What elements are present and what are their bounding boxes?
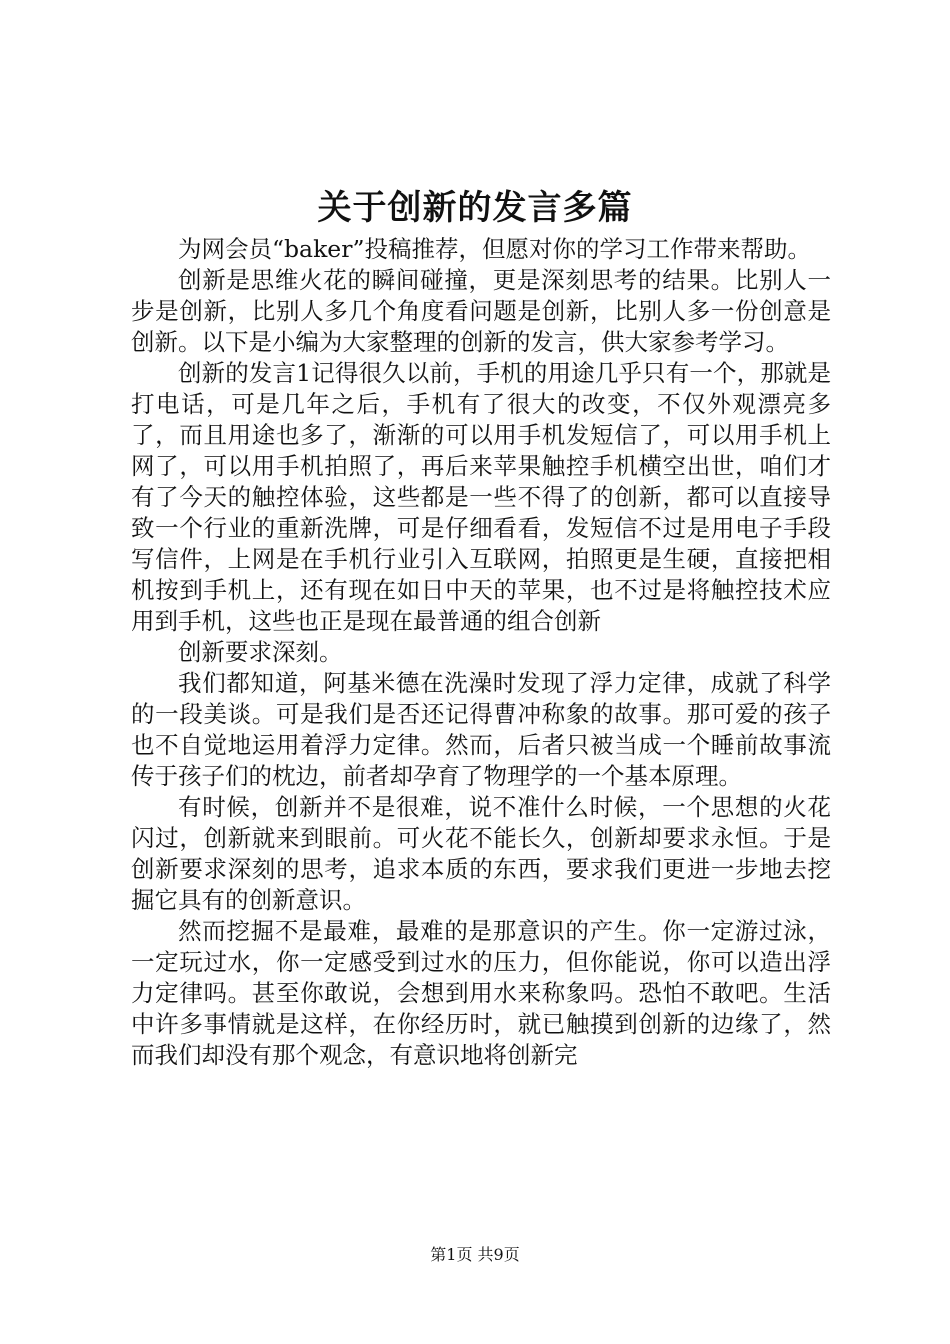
paragraph-awareness: 然而挖掘不是最难，最难的是那意识的产生。你一定游过泳，一定玩过水，你一定感受到过水的压力，但你能说，你可以造出浮力定律吗。甚至你敢说，会想到用水来称象吗。恐怕不敢吧。生活中许多事情就是这样，在你经历时，就已触摸到创新的边缘了，然而我们却没有那个观念，有意识地将创新完 [131,917,831,1069]
paragraph-spark: 有时候，创新并不是很难，说不准什么时候，一个思想的火花闪过，创新就来到眼前。可火花不能长久，创新却要求永恒。于是创新要求深刻的思考，追求本质的东西，要求我们更进一步地去挖掘它具有的创新意识。 [131,793,831,914]
paragraph-archimedes: 我们都知道，阿基米德在洗澡时发现了浮力定律，成就了科学的一段美谈。可是我们是否还记得曹冲称象的故事。那可爱的孩子也不自觉地运用着浮力定律。然而，后者只被当成一个睡前故事流传于孩子们的枕边，前者却孕育了物理学的一个基本原理。 [131,669,831,790]
paragraph-summary: 创新是思维火花的瞬间碰撞，更是深刻思考的结果。比别人一步是创新，比别人多几个角度看问题是创新，比别人多一份创意是创新。以下是小编为大家整理的创新的发言，供大家参考学习。 [131,266,831,356]
document-title: 关于创新的发言多篇 [317,188,633,228]
paragraph-intro: 为网会员“baker”投稿推荐，但愿对你的学习工作带来帮助。 [178,235,811,263]
paragraph-speech-1: 创新的发言1记得很久以前，手机的用途几乎只有一个，那就是打电话，可是几年之后，手机有了很大的改变，不仅外观漂亮多了，而且用途也多了，渐渐的可以用手机发短信了，可以用手机上网了，可以用手机拍照了，再后来苹果触控手机横空出世，咱们才有了今天的触控体验，这些都是一些不得了的创新，都可以直接导致一个行业的重新洗牌，可是仔细看看，发短信不过是用电子手段写信件，上网是在手机行业引入互联网，拍照更是生硬，直接把相机按到手机上，还有现在如日中天的苹果，也不过是将触控技术应用到手机，这些也正是现在最普通的组合创新 [131,359,831,635]
paragraph-heading-deep: 创新要求深刻。 [178,638,343,666]
page-number-footer: 第1页 共9页 [430,1245,520,1264]
document-body [131,234,831,1071]
